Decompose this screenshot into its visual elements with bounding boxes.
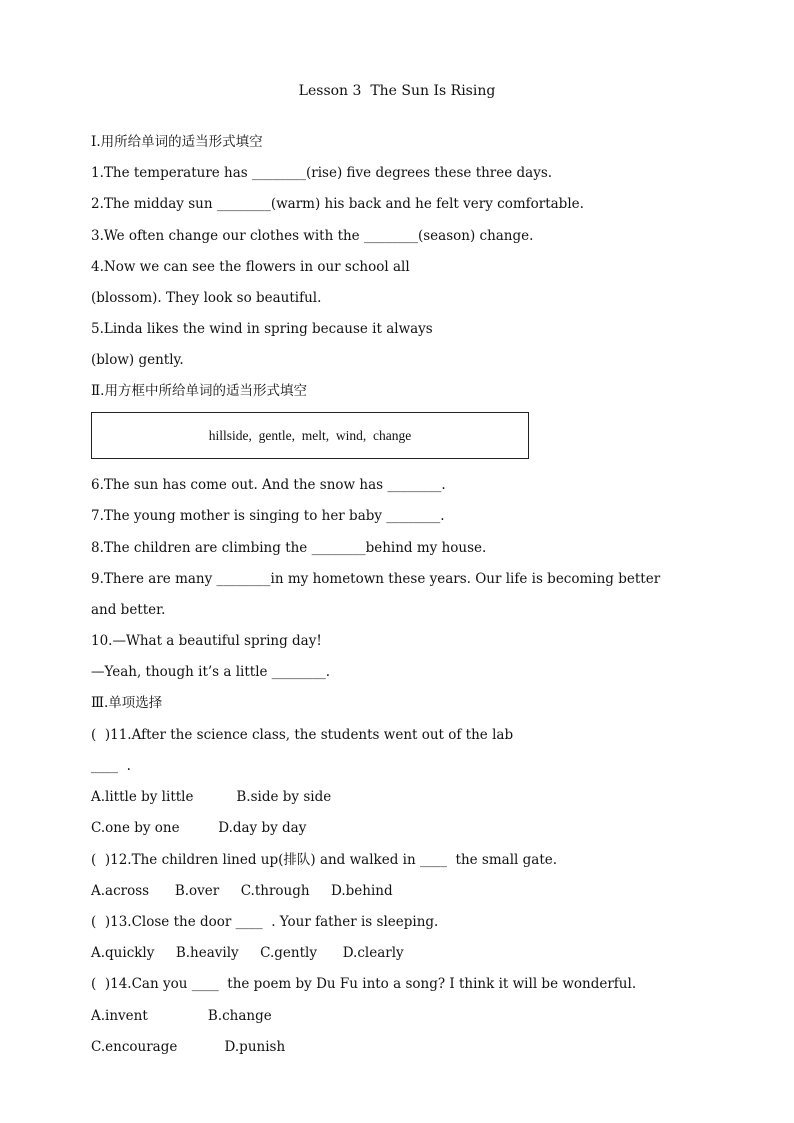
- question-14-options-c-d: C.encourage D.punish: [91, 1039, 286, 1055]
- question-12-options: A.across B.over C.through D.behind: [91, 883, 393, 899]
- question-8: 8.The children are climbing the ________behind my house.: [91, 540, 487, 556]
- section-1-heading: Ⅰ.用所给单词的适当形式填空: [91, 134, 263, 150]
- question-7: 7.The young mother is singing to her baby ________.: [91, 508, 445, 524]
- question-11-options-c-d: C.one by one D.day by day: [91, 820, 307, 836]
- question-14-options-a-b: A.invent B.change: [91, 1008, 272, 1024]
- question-13-options: A.quickly B.heavily C.gently D.clearly: [91, 945, 404, 961]
- section-2-heading: Ⅱ.用方框中所给单词的适当形式填空: [91, 383, 307, 399]
- question-11-line-1: ( )11.After the science class, the students went out of the lab: [91, 727, 514, 743]
- question-13: ( )13.Close the door ____ . Your father is sleeping.: [91, 914, 439, 930]
- question-11-options-a-b: A.little by little B.side by side: [91, 789, 332, 805]
- question-5-line-1: 5.Linda likes the wind in spring because it always: [91, 321, 433, 337]
- question-2: 2.The midday sun ________(warm) his back and he felt very comfortable.: [91, 196, 584, 212]
- question-4-line-2: (blossom). They look so beautiful.: [91, 290, 322, 306]
- word-box-text: hillside, gentle, melt, wind, change: [208, 427, 412, 443]
- word-box: [91, 412, 529, 459]
- question-12: ( )12.The children lined up(排队) and walked in ____ the small gate.: [91, 852, 558, 868]
- question-10-line-2: —Yeah, though it’s a little ________.: [91, 664, 331, 680]
- question-5-line-2: (blow) gently.: [91, 352, 184, 368]
- question-9-line-2: and better.: [91, 602, 166, 618]
- section-3-heading: Ⅲ.单项选择: [91, 695, 163, 711]
- page-title: Lesson 3 The Sun Is Rising: [298, 83, 496, 99]
- question-11-line-2: ____ .: [91, 758, 131, 774]
- question-4-line-1: 4.Now we can see the flowers in our school all: [91, 259, 410, 275]
- question-3: 3.We often change our clothes with the ________(season) change.: [91, 228, 534, 244]
- question-10-line-1: 10.—What a beautiful spring day!: [91, 633, 322, 649]
- question-6: 6.The sun has come out. And the snow has ________.: [91, 477, 446, 493]
- question-9-line-1: 9.There are many ________in my hometown these years. Our life is becoming better: [91, 571, 661, 587]
- question-1: 1.The temperature has ________(rise) five degrees these three days.: [91, 165, 553, 181]
- question-14: ( )14.Can you ____ the poem by Du Fu into a song? I think it will be wonderful.: [91, 976, 637, 992]
